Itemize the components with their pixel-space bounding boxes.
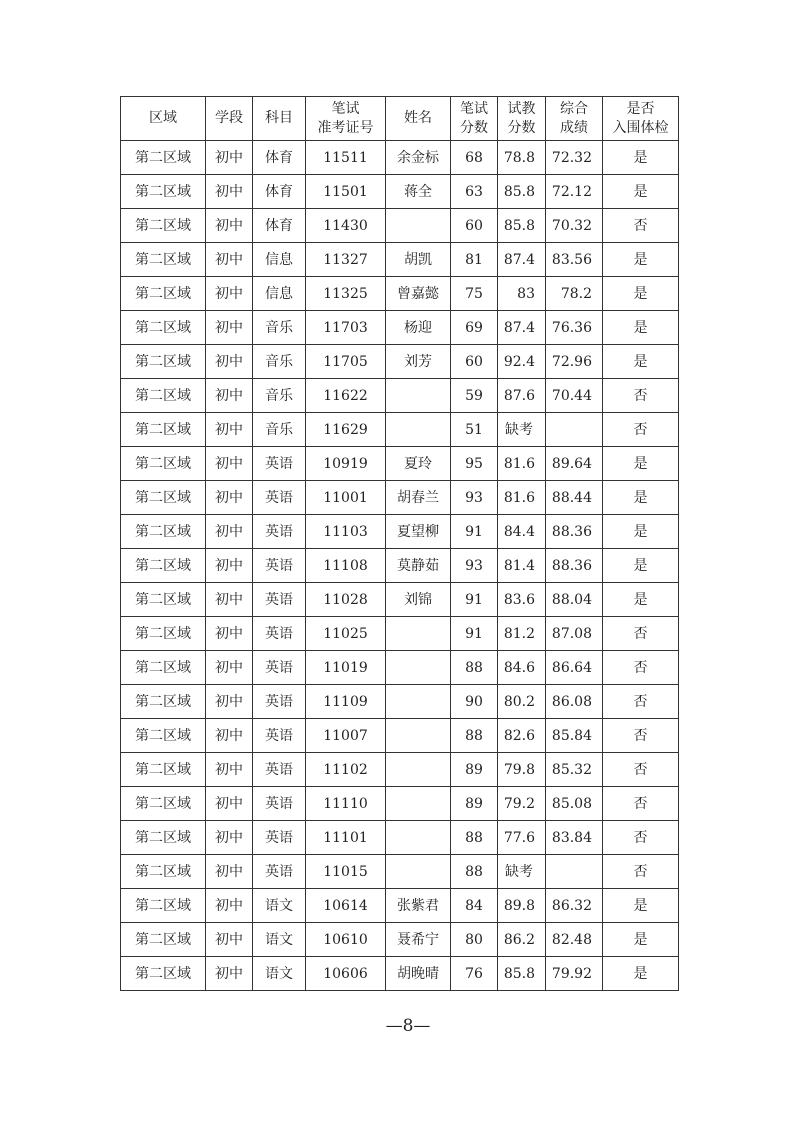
table-row [121,685,679,719]
cell-region: 第二区域 [121,175,206,209]
cell-name: 刘芳 [386,345,451,379]
cell-name: 夏望柳 [386,515,451,549]
table-row [121,617,679,651]
table-row [121,413,679,447]
cell-stage: 初中 [206,141,253,175]
cell-total-score: 82.48 [546,923,603,957]
cell-written-score: 95 [451,447,498,481]
cell-name [386,855,451,889]
cell-subject: 英语 [253,651,306,685]
cell-shortlisted: 否 [603,379,679,413]
table-row [121,345,679,379]
cell-exam-id: 11430 [306,209,386,243]
cell-stage: 初中 [206,413,253,447]
cell-name [386,379,451,413]
cell-subject: 英语 [253,685,306,719]
cell-trial-score: 89.8 [498,889,546,923]
cell-subject: 英语 [253,855,306,889]
cell-name [386,209,451,243]
cell-written-score: 84 [451,889,498,923]
table-row [121,855,679,889]
table-row [121,175,679,209]
cell-written-score: 93 [451,481,498,515]
cell-written-score: 88 [451,651,498,685]
cell-subject: 体育 [253,141,306,175]
cell-region: 第二区域 [121,379,206,413]
cell-name: 张紫君 [386,889,451,923]
cell-region: 第二区域 [121,515,206,549]
cell-region: 第二区域 [121,311,206,345]
cell-shortlisted: 是 [603,889,679,923]
cell-trial-score: 81.2 [498,617,546,651]
table-row [121,549,679,583]
cell-exam-id: 11025 [306,617,386,651]
cell-name [386,719,451,753]
cell-name [386,685,451,719]
header-exam-id: 笔试 准考证号 [306,97,386,141]
cell-shortlisted: 否 [603,685,679,719]
table-row [121,719,679,753]
cell-trial-score: 84.4 [498,515,546,549]
cell-region: 第二区域 [121,481,206,515]
cell-trial-score: 87.4 [498,311,546,345]
cell-written-score: 76 [451,957,498,991]
cell-region: 第二区域 [121,787,206,821]
cell-stage: 初中 [206,345,253,379]
cell-total-score: 70.32 [546,209,603,243]
cell-written-score: 60 [451,209,498,243]
cell-total-score: 88.36 [546,549,603,583]
table-row [121,141,679,175]
cell-exam-id: 11108 [306,549,386,583]
table-row [121,311,679,345]
cell-written-score: 60 [451,345,498,379]
cell-trial-score: 78.8 [498,141,546,175]
cell-written-score: 89 [451,787,498,821]
cell-shortlisted: 是 [603,923,679,957]
cell-written-score: 88 [451,719,498,753]
table-row [121,277,679,311]
cell-total-score [546,855,603,889]
table-row [121,651,679,685]
cell-trial-score: 缺考 [498,413,546,447]
header-subject: 科目 [253,97,306,141]
cell-total-score: 88.04 [546,583,603,617]
cell-stage: 初中 [206,515,253,549]
cell-stage: 初中 [206,277,253,311]
cell-total-score: 86.08 [546,685,603,719]
cell-shortlisted: 否 [603,651,679,685]
cell-subject: 英语 [253,821,306,855]
cell-total-score: 88.44 [546,481,603,515]
cell-shortlisted: 是 [603,515,679,549]
table-row [121,923,679,957]
cell-region: 第二区域 [121,345,206,379]
cell-exam-id: 11325 [306,277,386,311]
cell-exam-id: 11019 [306,651,386,685]
cell-exam-id: 11015 [306,855,386,889]
cell-region: 第二区域 [121,447,206,481]
cell-region: 第二区域 [121,413,206,447]
cell-total-score: 83.84 [546,821,603,855]
cell-region: 第二区域 [121,617,206,651]
cell-total-score: 85.32 [546,753,603,787]
cell-region: 第二区域 [121,141,206,175]
cell-name: 夏玲 [386,447,451,481]
cell-exam-id: 10919 [306,447,386,481]
cell-name [386,617,451,651]
cell-exam-id: 11001 [306,481,386,515]
table-row [121,481,679,515]
cell-subject: 体育 [253,209,306,243]
cell-subject: 语文 [253,957,306,991]
cell-written-score: 91 [451,617,498,651]
cell-exam-id: 11501 [306,175,386,209]
cell-subject: 英语 [253,447,306,481]
table-row [121,889,679,923]
cell-stage: 初中 [206,481,253,515]
cell-exam-id: 11102 [306,753,386,787]
cell-subject: 语文 [253,889,306,923]
cell-stage: 初中 [206,957,253,991]
cell-total-score: 70.44 [546,379,603,413]
cell-name [386,413,451,447]
cell-stage: 初中 [206,719,253,753]
cell-total-score: 76.36 [546,311,603,345]
cell-written-score: 90 [451,685,498,719]
table-row [121,243,679,277]
cell-shortlisted: 是 [603,447,679,481]
cell-subject: 体育 [253,175,306,209]
cell-exam-id: 11629 [306,413,386,447]
cell-region: 第二区域 [121,923,206,957]
cell-shortlisted: 是 [603,481,679,515]
cell-stage: 初中 [206,685,253,719]
table-row [121,515,679,549]
cell-region: 第二区域 [121,651,206,685]
cell-total-score: 72.12 [546,175,603,209]
cell-trial-score: 缺考 [498,855,546,889]
table-row [121,787,679,821]
cell-stage: 初中 [206,209,253,243]
cell-written-score: 81 [451,243,498,277]
cell-region: 第二区域 [121,855,206,889]
cell-trial-score: 92.4 [498,345,546,379]
cell-shortlisted: 是 [603,175,679,209]
cell-exam-id: 10606 [306,957,386,991]
cell-region: 第二区域 [121,719,206,753]
cell-stage: 初中 [206,583,253,617]
table-row [121,821,679,855]
cell-written-score: 91 [451,515,498,549]
cell-trial-score: 83.6 [498,583,546,617]
cell-stage: 初中 [206,923,253,957]
cell-stage: 初中 [206,311,253,345]
cell-stage: 初中 [206,821,253,855]
cell-total-score: 89.64 [546,447,603,481]
cell-trial-score: 84.6 [498,651,546,685]
cell-exam-id: 11007 [306,719,386,753]
cell-region: 第二区域 [121,753,206,787]
cell-trial-score: 81.6 [498,447,546,481]
cell-exam-id: 11703 [306,311,386,345]
cell-written-score: 93 [451,549,498,583]
cell-trial-score: 85.8 [498,175,546,209]
cell-written-score: 59 [451,379,498,413]
cell-written-score: 51 [451,413,498,447]
cell-total-score: 72.96 [546,345,603,379]
cell-subject: 语文 [253,923,306,957]
cell-subject: 音乐 [253,379,306,413]
cell-trial-score: 80.2 [498,685,546,719]
cell-total-score: 78.2 [546,277,603,311]
cell-shortlisted: 否 [603,617,679,651]
cell-shortlisted: 否 [603,719,679,753]
cell-subject: 信息 [253,243,306,277]
cell-total-score: 72.32 [546,141,603,175]
cell-total-score: 85.08 [546,787,603,821]
cell-trial-score: 86.2 [498,923,546,957]
cell-shortlisted: 是 [603,549,679,583]
cell-stage: 初中 [206,651,253,685]
cell-name: 胡凯 [386,243,451,277]
cell-exam-id: 11109 [306,685,386,719]
header-total-score: 综合 成绩 [546,97,603,141]
cell-total-score: 85.84 [546,719,603,753]
cell-stage: 初中 [206,379,253,413]
cell-shortlisted: 是 [603,141,679,175]
cell-stage: 初中 [206,889,253,923]
cell-trial-score: 82.6 [498,719,546,753]
cell-stage: 初中 [206,447,253,481]
cell-total-score: 87.08 [546,617,603,651]
cell-shortlisted: 是 [603,583,679,617]
cell-shortlisted: 否 [603,787,679,821]
cell-stage: 初中 [206,855,253,889]
cell-exam-id: 11622 [306,379,386,413]
cell-exam-id: 11110 [306,787,386,821]
cell-stage: 初中 [206,753,253,787]
cell-shortlisted: 是 [603,243,679,277]
cell-name [386,821,451,855]
cell-exam-id: 10610 [306,923,386,957]
cell-stage: 初中 [206,549,253,583]
cell-exam-id: 11327 [306,243,386,277]
cell-total-score: 86.64 [546,651,603,685]
table-row [121,583,679,617]
page-number: —8— [385,1016,431,1036]
cell-name: 刘锦 [386,583,451,617]
cell-subject: 英语 [253,753,306,787]
cell-total-score: 83.56 [546,243,603,277]
cell-total-score [546,413,603,447]
cell-trial-score: 85.8 [498,957,546,991]
cell-written-score: 68 [451,141,498,175]
cell-subject: 英语 [253,549,306,583]
cell-region: 第二区域 [121,583,206,617]
cell-written-score: 80 [451,923,498,957]
cell-stage: 初中 [206,243,253,277]
cell-name: 蒋全 [386,175,451,209]
cell-name: 杨迎 [386,311,451,345]
cell-written-score: 69 [451,311,498,345]
cell-shortlisted: 否 [603,821,679,855]
cell-region: 第二区域 [121,685,206,719]
cell-exam-id: 11511 [306,141,386,175]
table-row [121,957,679,991]
cell-region: 第二区域 [121,549,206,583]
cell-total-score: 88.36 [546,515,603,549]
cell-region: 第二区域 [121,243,206,277]
table-header-row [121,97,679,141]
cell-exam-id: 11028 [306,583,386,617]
cell-stage: 初中 [206,617,253,651]
cell-subject: 英语 [253,787,306,821]
cell-written-score: 91 [451,583,498,617]
cell-subject: 英语 [253,515,306,549]
cell-trial-score: 79.8 [498,753,546,787]
cell-trial-score: 87.4 [498,243,546,277]
cell-shortlisted: 否 [603,855,679,889]
table-row [121,379,679,413]
cell-name: 胡晚晴 [386,957,451,991]
cell-shortlisted: 否 [603,413,679,447]
cell-stage: 初中 [206,175,253,209]
cell-shortlisted: 是 [603,957,679,991]
cell-trial-score: 83 [498,277,546,311]
cell-region: 第二区域 [121,957,206,991]
header-stage: 学段 [206,97,253,141]
cell-name [386,651,451,685]
cell-name: 余金标 [386,141,451,175]
header-trial-score: 试教 分数 [498,97,546,141]
cell-exam-id: 10614 [306,889,386,923]
header-shortlisted: 是否 入围体检 [603,97,679,141]
cell-region: 第二区域 [121,889,206,923]
cell-name [386,787,451,821]
cell-shortlisted: 是 [603,311,679,345]
cell-name: 胡春兰 [386,481,451,515]
cell-subject: 英语 [253,617,306,651]
cell-written-score: 63 [451,175,498,209]
cell-subject: 英语 [253,481,306,515]
cell-name: 莫静茹 [386,549,451,583]
cell-trial-score: 87.6 [498,379,546,413]
cell-name: 聂希宁 [386,923,451,957]
cell-written-score: 75 [451,277,498,311]
table-row [121,209,679,243]
cell-shortlisted: 是 [603,277,679,311]
cell-exam-id: 11705 [306,345,386,379]
header-written-score: 笔试 分数 [451,97,498,141]
cell-trial-score: 77.6 [498,821,546,855]
cell-subject: 音乐 [253,345,306,379]
cell-subject: 信息 [253,277,306,311]
results-table [120,96,679,991]
cell-name: 曾嘉懿 [386,277,451,311]
cell-total-score: 86.32 [546,889,603,923]
cell-shortlisted: 是 [603,345,679,379]
cell-exam-id: 11103 [306,515,386,549]
cell-exam-id: 11101 [306,821,386,855]
cell-shortlisted: 否 [603,753,679,787]
cell-subject: 音乐 [253,413,306,447]
cell-written-score: 89 [451,753,498,787]
header-name: 姓名 [386,97,451,141]
cell-region: 第二区域 [121,821,206,855]
cell-total-score: 79.92 [546,957,603,991]
cell-written-score: 88 [451,821,498,855]
cell-written-score: 88 [451,855,498,889]
table-row [121,753,679,787]
table-row [121,447,679,481]
cell-region: 第二区域 [121,277,206,311]
cell-subject: 英语 [253,719,306,753]
cell-subject: 音乐 [253,311,306,345]
cell-stage: 初中 [206,787,253,821]
cell-trial-score: 85.8 [498,209,546,243]
cell-region: 第二区域 [121,209,206,243]
cell-subject: 英语 [253,583,306,617]
cell-trial-score: 81.6 [498,481,546,515]
cell-shortlisted: 否 [603,209,679,243]
cell-trial-score: 81.4 [498,549,546,583]
cell-trial-score: 79.2 [498,787,546,821]
header-region: 区域 [121,97,206,141]
cell-name [386,753,451,787]
